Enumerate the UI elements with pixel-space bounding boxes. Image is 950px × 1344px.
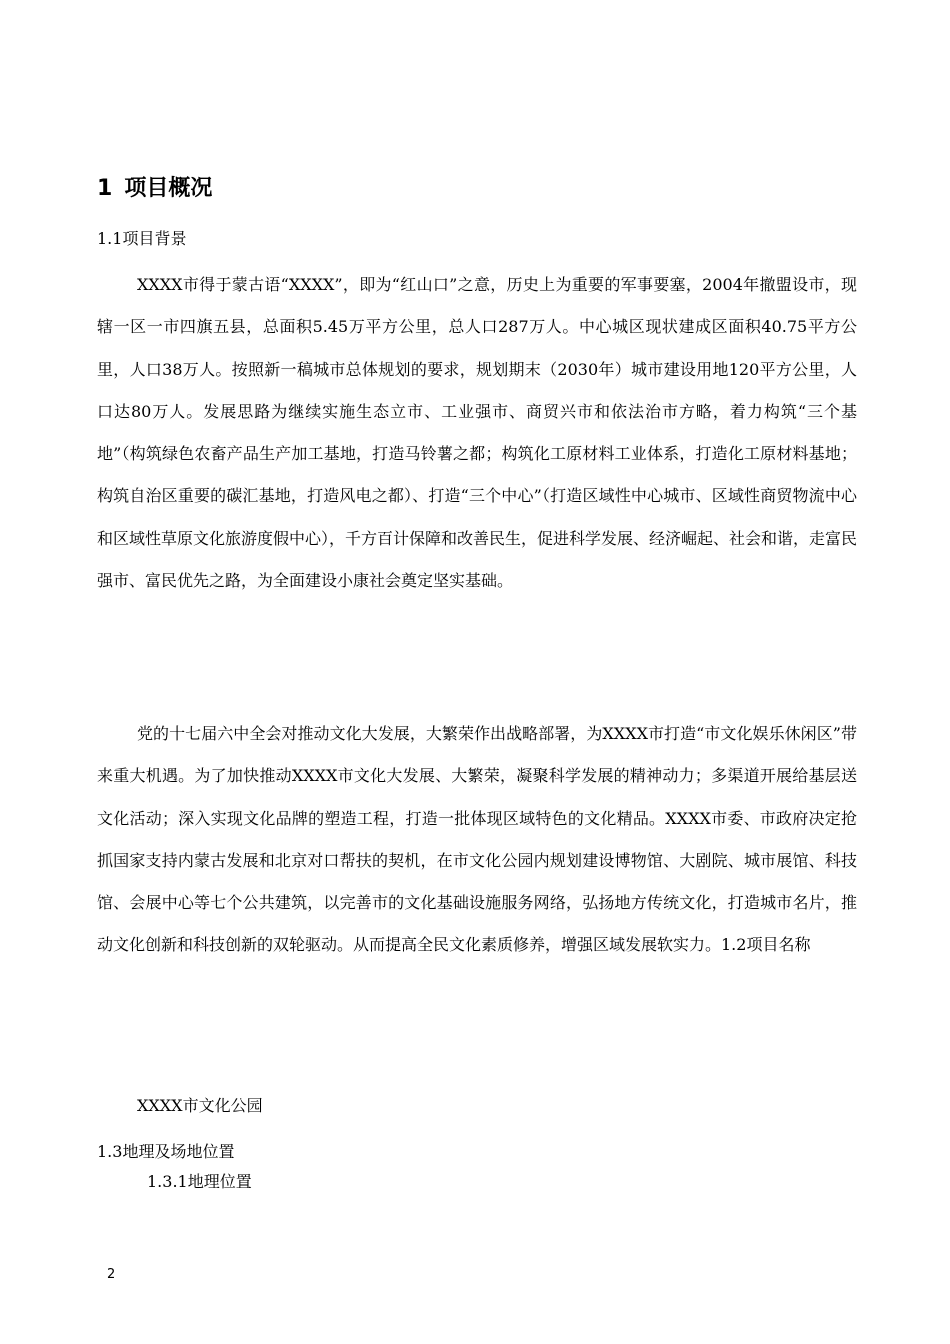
project-name-value: XXXX市文化公园 [137,1096,263,1115]
chapter-heading [97,172,212,206]
page-number: 2 [107,1267,116,1282]
section-heading-background: 1.1项目背景 [97,229,187,248]
chapter-title: 项目概况 [124,176,213,201]
chapter-number: 1 [97,176,113,201]
paragraph-background: XXXX市得于蒙古语“XXXX”，即为“红山口”之意，历史上为重要的军事要塞，2004年撤盟设市，现辖一区一市四旗五县，总面积5.45万平方公里，总人口287万人。中心城区现状建成区面积40.75平方公里，人口38万人。按照新一稿城市总体规划的要求，规划期末（2030年）城市建设用地120平方公里，人口达80万人。发展思路为继续实施生态立市、工业强市、商贸兴市和依法治市方略，着力构筑“三个基地”（构筑绿色农畜产品生产加工基地，打造马铃薯之都；构筑化工原材料工业体系，打造化工原材料基地；构筑自治区重要的碳汇基地，打造风电之都）、打造“三个中心”（打造区域性中心城市、区域性商贸物流中心和区域性草原文化旅游度假中心），千方百计保障和改善民生，促进科学发展、经济崛起、社会和谐，走富民强市、富民优先之路，为全面建设小康社会奠定坚实基础。 [97,275,858,591]
paragraph-cultural-development: 党的十七届六中全会对推动文化大发展，大繁荣作出战略部署，为XXXX市打造“市文化娱乐休闲区”带来重大机遇。为了加快推动XXXX市文化大发展、大繁荣，凝聚科学发展的精神动力；多渠道开展给基层送文化活动；深入实现文化品牌的塑造工程，打造一批体现区域特色的文化精品。XXXX市委、市政府决定抢抓国家支持内蒙古发展和北京对口帮扶的契机，在市文化公园内规划建设博物馆、大剧院、城市展馆、科技馆、会展中心等七个公共建筑，以完善市的文化基础设施服务网络，弘扬地方传统文化，打造城市名片，推动文化创新和科技创新的双轮驱动。从而提高全民文化素质修养，增强区域发展软实力。1.2项目名称 [97,724,857,955]
subsection-heading-geo: 1.3.1地理位置 [147,1172,252,1191]
section-heading-location: 1.3地理及场地位置 [97,1142,235,1161]
